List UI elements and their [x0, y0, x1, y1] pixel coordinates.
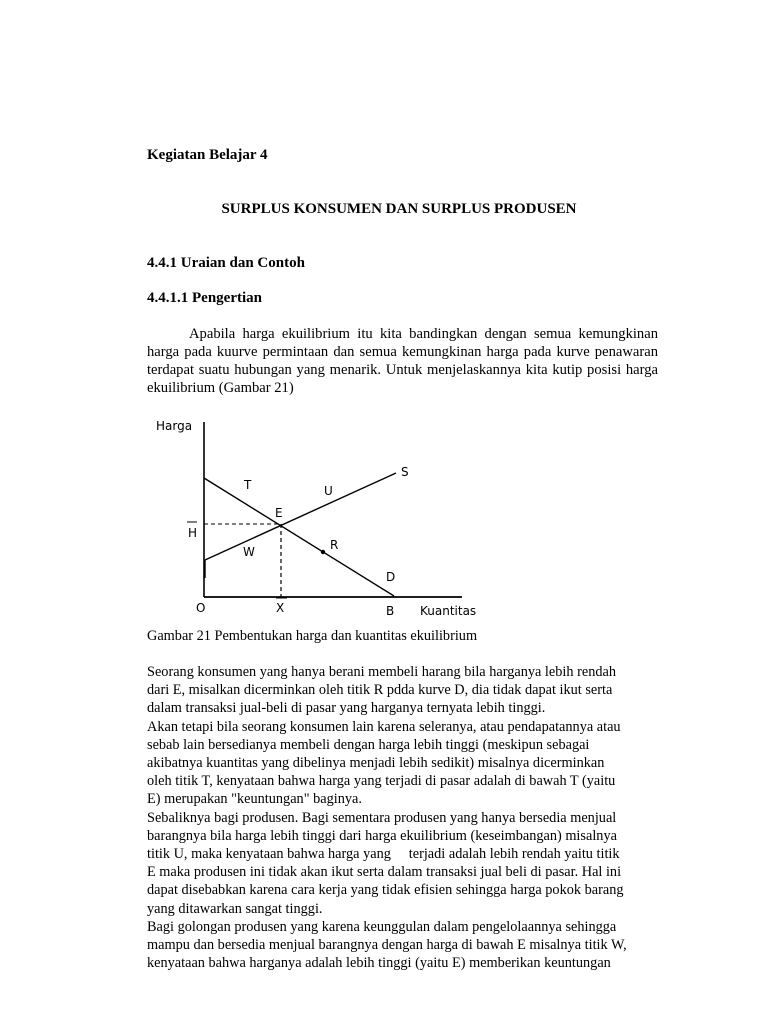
origin-label: O	[196, 601, 206, 615]
x-axis-label: Kuantitas	[420, 604, 477, 618]
demand-curve	[204, 478, 394, 596]
body-line: mampu dan bersedia menjual barangnya dengan harga di bawah E misalnya titik W,	[147, 937, 627, 954]
figure-caption: Gambar 21 Pembentukan harga dan kuantitas ekuilibrium	[147, 628, 478, 644]
label-w: W	[243, 545, 255, 559]
chapter-title: SURPLUS KONSUMEN DAN SURPLUS PRODUSEN	[221, 201, 577, 217]
body-line: E) merupakan "keuntungan" baginya.	[147, 791, 362, 808]
section-title: 4.4.1 Uraian dan Contoh	[147, 255, 305, 271]
activity-title: Kegiatan Belajar 4	[147, 147, 268, 163]
body-line: sebab lain bersedianya membeli dengan harga lebih tinggi (meskipun sebagai	[147, 736, 590, 753]
label-b: B	[386, 604, 395, 618]
intro-paragraph: Apabila harga ekuilibrium itu kita bandingkan dengan semua kemungkinan harga pada kuurve permintaan dan semua kemungkinan harga pada kurve penawaran terdapat suatu hubungan yang menarik. Untuk menjelaskannya kita kutip posisi harga ekuilibrium (Gambar 21)	[147, 326, 658, 396]
label-s: S	[401, 465, 409, 479]
body-line: akibatnya kuantitas yang dibelinya menjadi lebih sedikit) misalnya dicerminkan	[147, 755, 605, 772]
label-d: D	[386, 570, 396, 584]
body-line: Bagi golongan produsen yang karena keunggulan dalam pengelolaannya sehingga	[147, 918, 617, 935]
eq-price-label: H	[188, 526, 198, 540]
body-line: yang ditawarkan sangat tinggi.	[147, 900, 323, 917]
label-t: T	[244, 478, 252, 492]
label-u: U	[324, 484, 333, 498]
body-line: dalam transaksi jual-beli di pasar yang harganya ternyata lebih tinggi.	[147, 700, 546, 717]
supply-curve	[205, 473, 396, 578]
label-e: E	[275, 506, 283, 520]
body-line: oleh titik T, kenyataan bahwa harga yang terjadi di pasar adalah di bawah T (yaitu	[147, 773, 616, 790]
body-line: kenyataan bahwa harganya adalah lebih tinggi (yaitu E) memberikan keuntungan	[147, 955, 611, 972]
subsection-title: 4.4.1.1 Pengertian	[147, 290, 262, 306]
body-line: Sebaliknya bagi produsen. Bagi sementara produsen yang hanya bersedia menjual	[147, 809, 617, 826]
body-line: Akan tetapi bila seorang konsumen lain karena seleranya, atau pendapatannya atau	[147, 718, 621, 735]
body-text	[147, 663, 667, 972]
body-line: barangnya bila harga lebih tinggi dari harga ekuilibrium (keseimbangan) misalnya	[147, 827, 617, 844]
label-r: R	[330, 538, 339, 552]
body-line: dari E, misalkan dicerminkan oleh titik R pdda kurve D, dia tidak dapat ikut serta	[147, 682, 613, 699]
body-line: dapat disebabkan karena cara kerja yang tidak efisien sehingga harga pokok barang	[147, 882, 624, 899]
point-r-marker	[321, 550, 325, 554]
y-axis-label: Harga	[156, 419, 193, 433]
body-line: titik U, maka kenyataan bahwa harga yang terjadi adalah lebih rendah yaitu titik	[147, 846, 620, 863]
equilibrium-figure	[150, 410, 500, 625]
eq-qty-label: X	[276, 601, 285, 615]
body-line: Seorang konsumen yang hanya berani membeli harang bila harganya lebih rendah	[147, 664, 616, 680]
body-line: E maka produsen ini tidak akan ikut serta dalam transaksi jual beli di pasar. Hal ini	[147, 864, 622, 881]
